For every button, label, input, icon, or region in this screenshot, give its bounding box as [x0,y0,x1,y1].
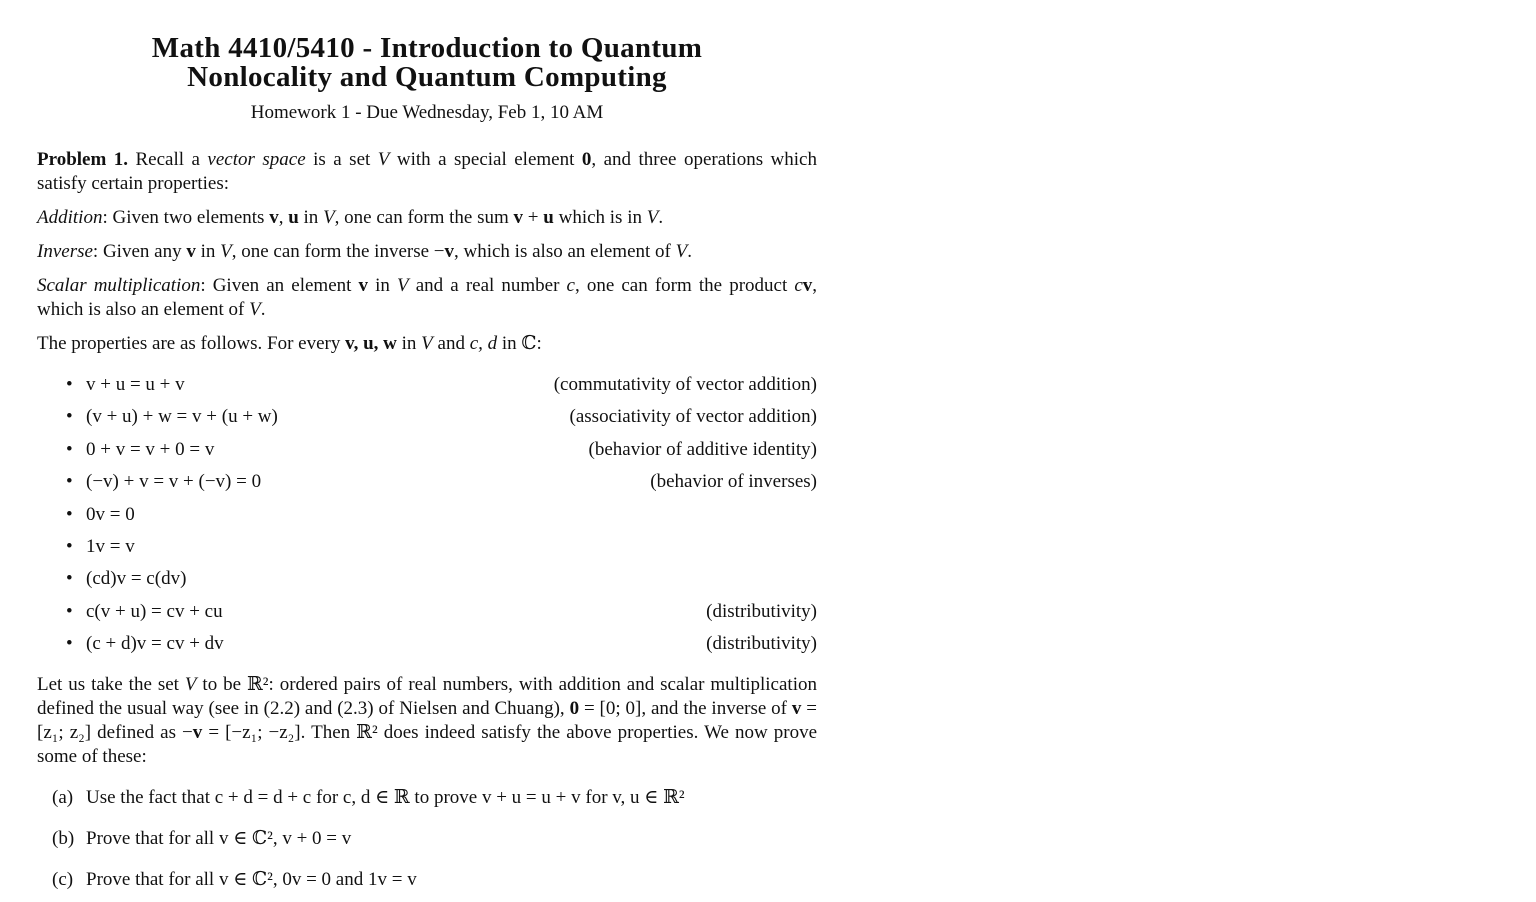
text-run: = [−z₁; −z₂]. Then ℝ² does indeed satisfy the above properties. We now prove some of these: [37,722,817,767]
axiom-label: (behavior of inverses) [650,471,817,493]
axiom-item [66,567,817,591]
axiom-expression: (v + u) + w = v + (u + w) [86,406,278,428]
text-run: in [298,207,324,228]
axiom-label: (distributivity) [706,633,817,655]
text-run: c [794,275,803,296]
text-run: is a set [305,149,378,170]
text-run: : Given an element [200,275,359,296]
text-run: . [260,299,266,320]
bullet-icon: • [66,503,73,525]
text-run: v [358,275,369,296]
text-run: 0 [581,149,592,170]
task-text: Use the fact that c + d = d + c for c, d ∈ ℝ to prove v + u = u + v for v, u ∈ ℝ² [86,787,685,808]
document-title-line2: Nonlocality and Quantum Computing [187,61,667,93]
axiom-expression: 0v = 0 [86,503,135,525]
text-run: v [444,241,454,262]
document-title-line1: Math 4410/5410 - Introduction to Quantum [151,32,703,64]
bullet-icon: • [66,406,73,428]
text-run: in [195,241,221,262]
text-run: . [658,207,664,228]
task-tag: (a) [52,787,74,808]
task-tag: (b) [52,828,75,849]
axiom-item [66,503,817,527]
text-run: v [186,241,196,262]
text-run: Let us take the set [37,674,185,695]
text-run: vector space [207,149,306,170]
text-run: in [368,275,398,296]
task-text: Prove that for all v ∈ ℂ², 0v = 0 and 1v = v [86,869,417,890]
text-run: = [0; 0], and the inverse of [579,698,792,719]
axiom-label: (behavior of additive identity) [588,438,817,460]
axiom-item [66,373,817,397]
text-run: , [278,207,289,228]
bullet-icon: • [66,568,73,590]
axiom-item [66,438,817,462]
r2-paragraph [37,673,817,769]
bullet-icon: • [66,600,73,622]
bullet-icon: • [66,438,73,460]
bullet-icon: • [66,633,73,655]
axiom-item [66,405,817,429]
text-run: V [220,241,232,262]
text-run: + [523,207,544,228]
scalar-definition [37,274,817,322]
text-run: and a real number [408,275,567,296]
text-run: V [675,241,688,262]
text-run: v [802,275,813,296]
task-tag: (c) [52,869,74,890]
properties-intro [37,332,817,356]
text-run: Recall a [128,149,208,170]
text-run: which is in [553,207,647,228]
axiom-expression: (cd)v = c(dv) [86,568,187,590]
text-run: Scalar multiplication [37,275,201,296]
text-run: V [377,149,390,170]
text-run: V [421,333,433,354]
text-run: and [432,333,470,354]
axiom-expression: (−v) + v = v + (−v) = 0 [86,471,262,493]
text-run: V [397,275,409,296]
text-run: = [z₁; z₂] defined as − [37,698,817,743]
axiom-expression: c(v + u) = cv + cu [86,600,223,622]
text-run: c [566,275,575,296]
text-run: The properties are as follows. For every [37,333,346,354]
text-run: : Given any [92,241,187,262]
text-run: , one can form the product [574,275,795,296]
text-run: 0 [569,698,580,719]
text-run: v [791,698,802,719]
text-run: in [396,333,422,354]
text-run: v, u, w [345,333,397,354]
text-run: with a special element [389,149,582,170]
text-run: u [543,207,554,228]
text-run: v [269,207,279,228]
bullet-icon: • [66,536,73,557]
axiom-expression: (c + d)v = cv + dv [86,633,224,655]
addition-definition [37,206,817,230]
axiom-label: (distributivity) [706,600,817,622]
text-run: Inverse [37,241,93,262]
bullet-icon: • [66,471,73,493]
text-run: to be ℝ²: ordered pairs of real numbers, with addition and scalar multiplication defined the usual way (see in (2.2) and (2.3) of Nielsen and Chuang), [37,674,817,719]
axiom-item [66,632,817,656]
text-run: , one can form the inverse − [231,241,445,262]
axiom-expression: 1v = v [86,536,135,557]
text-run: v [513,207,524,228]
text-run: V [184,674,197,695]
text-run: Problem 1. [37,149,129,170]
text-run: , which is also an element of [37,275,818,320]
text-run: V [249,299,261,320]
axiom-label: (associativity of vector addition) [569,406,817,428]
text-run: v [192,722,203,743]
inverse-definition [37,240,817,264]
text-run: , and three operations which satisfy certain properties: [37,149,817,194]
text-run: u [288,207,299,228]
text-run: c, d [469,333,498,354]
task-text: Prove that for all v ∈ ℂ², v + 0 = v [86,828,352,849]
text-run: in ℂ: [497,333,542,354]
axiom-expression: v + u = u + v [86,374,185,395]
text-run: V [323,207,335,228]
text-run: : Given two elements [102,207,270,228]
problem-intro [37,148,817,196]
axiom-item [66,535,817,559]
text-run: Addition [37,207,103,228]
text-run: , one can form the sum [334,207,514,228]
axiom-expression: 0 + v = v + 0 = v [86,438,215,460]
axiom-item [66,470,817,494]
text-run: , which is also an element of [454,241,676,262]
axiom-item [66,600,817,624]
axiom-label: (commutativity of vector addition) [553,374,817,395]
text-run: V [646,207,659,228]
bullet-icon: • [66,374,73,395]
homework-subtitle: Homework 1 - Due Wednesday, Feb 1, 10 AM [250,102,604,123]
text-run: . [687,241,692,262]
